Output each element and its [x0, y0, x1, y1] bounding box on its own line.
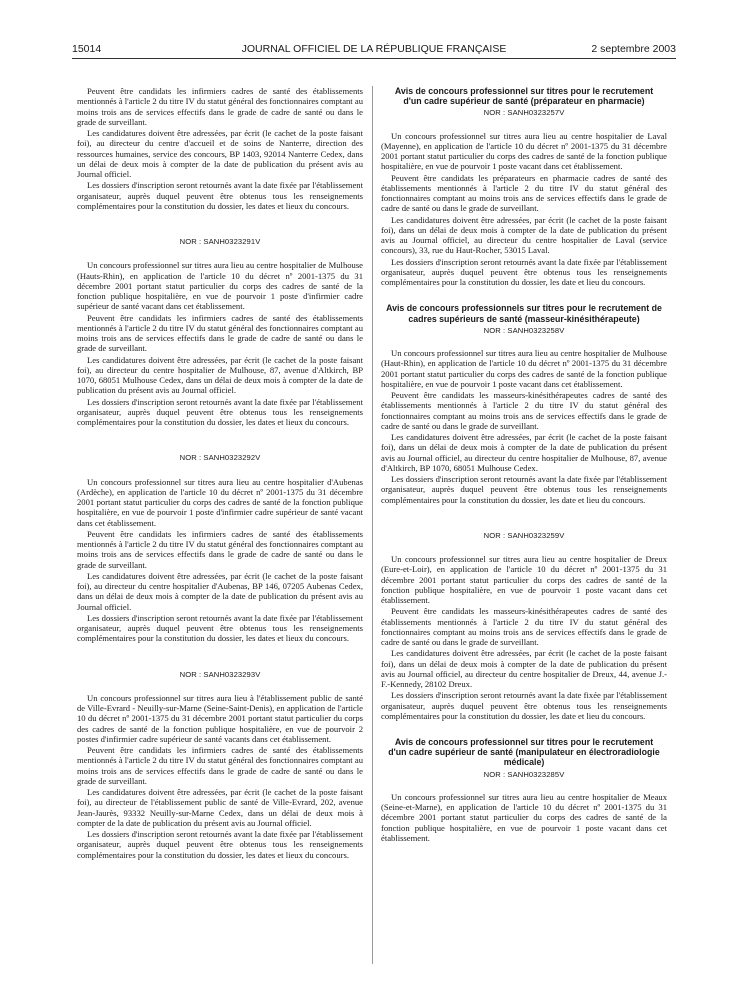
paragraph: Un concours professionnel sur titres aura lieu au centre hospitalier de Mulhouse (Hauts-Rhin), en application de l'article 10 du décret nº 2001-1375 du 31 décembre 2001 portant statut particulier du corps des cadres de santé de la fonction publique hospitalière, en vue de pourvoir 1 poste d'infirmier cadre supérieur de santé vacant dans cet établissement. [77, 260, 363, 312]
nor-reference: NOR : SANH0323258V [483, 325, 565, 335]
paragraph: Les dossiers d'inscription seront retournés avant la date fixée par l'établissement organisateur, auprès duquel peuvent être obtenus tous les renseignements complémentaires pour la constitution du dossier, les date et lieu du concours. [381, 690, 667, 721]
paragraph: Les dossiers d'inscription seront retournés avant la date fixée par l'établissement organisateur, auprès duquel peuvent être obtenus tous les renseignements complémentaires pour la constitution du dossier, les date et lieu du concours. [381, 256, 667, 288]
page-header [72, 43, 676, 57]
paragraph: Peuvent être candidats les infirmiers cadres de santé des établissements mentionnés à l'article 2 du titre IV du statut général des fonctionnaires comptant au moins trois ans de services effectifs dans le grade de cadre de santé ou dans le grade de surveillant. [77, 745, 363, 786]
paragraph: Les candidatures doivent être adressées, par écrit (le cachet de la poste faisant foi), au directeur du centre hospitalier d'Aubenas, BP 146, 07205 Aubenas Cedex, dans un délai de deux mois à compter de la date de publication du présent avis au Journal officiel. [77, 570, 363, 612]
paragraph: Un concours professionnel sur titres aura lieu au centre hospitalier de Mulhouse (Haut-Rhin), en application de l'article 10 du décret nº 2001-1375 du 31 décembre 2001 portant statut particulier du corps des cadres de santé de la fonction publique hospitalière, en vue de pourvoir 1 poste vacant dans cet établissement. [381, 348, 667, 389]
paragraph: Les candidatures doivent être adressées, par écrit (le cachet de la poste faisant foi), dans un délai de deux mois à compter de la date de publication du présent avis au Journal officiel, au directeur du centre hospitalier de Dreux, 44, avenue J.-F.-Kennedy, 28102 Dreux. [381, 648, 667, 690]
nor-reference: NOR : SANH0323292V [179, 453, 261, 463]
nor-reference: NOR : SANH0323291V [179, 237, 261, 246]
header-rule [72, 58, 676, 59]
nor-reference: NOR : SANH0323285V [483, 769, 565, 779]
paragraph: Les candidatures doivent être adressées, par écrit (le cachet de la poste faisant foi), au directeur de l'établissement public de santé de Ville-Evrard, 202, avenue Jean-Jaurès, 93332 Neuilly-sur-Marne Cedex, dans un délai de deux mois à compter de la date de publication du présent avis au Journal officiel. [77, 787, 363, 828]
paragraph: Les candidatures doivent être adressées, par écrit (le cachet de la poste faisant foi), au directeur du centre hospitalier de Mulhouse, 87, avenue d'Altkirch, BP 1070, 68051 Mulhouse Cedex, dans un délai de deux mois à compter de la date de publication du présent avis au Journal officiel. [77, 354, 363, 396]
paragraph: Les dossiers d'inscription seront retournés avant la date fixée par l'établissement organisateur, auprès duquel peuvent être obtenus tous les renseignements complémentaires pour la constitution du dossier, les date et lieu du concours. [381, 474, 667, 505]
paragraph: Les dossiers d'inscription seront retournés avant la date fixée par l'établissement organisateur, auprès duquel peuvent être obtenus tous les renseignements complémentaires pour la constitution du dossier, les dates et lieux du concours. [77, 612, 363, 644]
paragraph: Peuvent être candidats les masseurs-kinésithérapeutes cadres de santé des établissements mentionnés à l'article 2 du titre IV du statut général des fonctionnaires comptant au moins trois ans de services effectifs dans le grade de cadre de santé ou dans le grade de surveillant. [381, 606, 667, 648]
column-divider [372, 86, 373, 964]
notice-title: Avis de concours professionnel sur titres pour le recrutement d'un cadre supérieur de santé (manipulateur en électroradiologie médicale) [388, 737, 660, 768]
paragraph: Peuvent être candidats les masseurs-kinésithérapeutes cadres de santé des établissements mentionnés à l'article 2 du titre IV du statut général des fonctionnaires comptant au moins trois ans de services effectifs dans le grade de cadre de santé ou dans le grade de surveillant. [381, 390, 667, 431]
notice-title: Avis de concours professionnel sur titres pour le recrutement d'un cadre supérieur de santé (préparateur en pharmacie) [394, 86, 654, 107]
paragraph: Un concours professionnel sur titres aura lieu au centre hospitalier de Dreux (Eure-et-Loir), en application de l'article 10 du décret nº 2001-1375 du 31 décembre 2001 portant statut particulier du corps des cadres de santé de la fonction publique hospitalière, en vue de pourvoir 1 poste vacant dans cet établissement. [381, 554, 667, 606]
nor-reference: NOR : SANH0323257V [483, 108, 565, 118]
right-column [381, 86, 667, 844]
paragraph: Un concours professionnel sur titres aura lieu au centre hospitalier de Laval (Mayenne), en application de l'article 10 du décret nº 2001-1375 du 31 décembre 2001 portant statut particulier du corps des cadres de santé de la fonction publique hospitalière, en vue de pourvoir 1 poste vacant dans cet établissement. [381, 130, 667, 172]
paragraph: Les dossiers d'inscription seront retournés avant la date fixée par l'établissement organisateur, auprès duquel peuvent être obtenus tous les renseignements complémentaires pour la constitution du dossier, les dates et lieux du concours. [77, 180, 363, 211]
nor-reference: NOR : SANH0323259V [483, 530, 565, 540]
publication-date: 2 septembre 2003 [591, 43, 676, 55]
paragraph: Les dossiers d'inscription seront retournés avant la date fixée par l'établissement organisateur, auprès duquel peuvent être obtenus tous les renseignements complémentaires pour la constitution du dossier, les dates et lieux du concours. [77, 829, 363, 860]
page-number: 15014 [72, 43, 102, 55]
nor-reference: NOR : SANH0323293V [179, 669, 261, 679]
journal-title: JOURNAL OFFICIEL DE LA RÉPUBLIQUE FRANÇAISE [241, 43, 507, 55]
paragraph: Un concours professionnel sur titres aura lieu au centre hospitalier de Meaux (Seine-et-Marne), en application de l'article 10 du décret nº 2001-1375 du 31 décembre 2001 portant statut particulier du corps des cadres de santé de la fonction publique hospitalière, en vue de pourvoir 1 poste vacant dans cet établissement. [381, 791, 667, 843]
paragraph: Les candidatures doivent être adressées, par écrit (le cachet de la poste faisant foi), dans un délai de deux mois à compter de la date de publication du présent avis au Journal officiel, au directeur du centre hospitalier de Laval (service concours), 33, rue du Haut-Rocher, 53015 Laval. [381, 214, 667, 256]
paragraph: Les candidatures doivent être adressées, par écrit (le cachet de la poste faisant foi), au directeur du centre d'accueil et de soins de Nanterre, direction des ressources humaines, service des concours, BP 1403, 92014 Nanterre Cedex, dans un délai de deux mois à compter de la date de publication du présent avis au Journal officiel. [77, 128, 363, 179]
paragraph: Un concours professionnel sur titres aura lieu à l'établissement public de santé de Ville-Evrard - Neuilly-sur-Marne (Seine-Saint-Denis), en application de l'article 10 du décret nº 2001-1375 du 31 décembre 2001 portant statut particulier du corps des cadres de santé de la fonction publique hospitalière, en vue de pourvoir 2 postes d'infirmier cadre supérieur de santé vacants dans cet établissement. [77, 692, 363, 744]
notice-title: Avis de concours professionnels sur titres pour le recrutement de cadres supérieurs de santé (masseur-kinésithérapeute) [386, 303, 662, 324]
paragraph: Peuvent être candidats les préparateurs en pharmacie cadres de santé des établissements mentionnés à l'article 2 du titre IV du statut général des fonctionnaires comptant au moins trois ans de services effectifs dans le grade de cadre de santé ou dans le grade de surveillant. [381, 172, 667, 214]
paragraph: Peuvent être candidats les infirmiers cadres de santé des établissements mentionnés à l'article 2 du titre IV du statut général des fonctionnaires comptant au moins trois ans de services effectifs dans le grade de cadre de santé ou dans le grade de surveillant. [77, 86, 363, 127]
left-column [77, 86, 363, 861]
paragraph: Les dossiers d'inscription seront retournés avant la date fixée par l'établissement organisateur, auprès duquel peuvent être obtenus tous les renseignements complémentaires pour la constitution du dossier, les dates et lieux du concours. [77, 396, 363, 427]
paragraph: Peuvent être candidats les infirmiers cadres de santé des établissements mentionnés à l'article 2 du titre IV du statut général des fonctionnaires comptant au moins trois ans de services effectifs dans le grade de cadre de santé ou dans le grade de surveillant. [77, 528, 363, 570]
paragraph: Peuvent être candidats les infirmiers cadres de santé des établissements mentionnés à l'article 2 du titre IV du statut général des fonctionnaires comptant au moins trois ans de services effectifs dans le grade de cadre de santé ou dans le grade de surveillant. [77, 312, 363, 354]
paragraph: Les candidatures doivent être adressées, par écrit (le cachet de la poste faisant foi), dans un délai de deux mois à compter de la date de publication du présent avis au Journal officiel, au directeur du centre hospitalier de Mulhouse, 87, avenue d'Altkirch, BP 1070, 68051 Mulhouse Cedex. [381, 432, 667, 473]
paragraph: Un concours professionnel sur titres aura lieu au centre hospitalier d'Aubenas (Ardèche), en application de l'article 10 du décret nº 2001-1375 du 31 décembre 2001 portant statut particulier du corps des cadres de santé de la fonction publique hospitalière, en vue de pourvoir 1 poste d'infirmier cadre supérieur de santé vacant dans cet établissement. [77, 476, 363, 528]
